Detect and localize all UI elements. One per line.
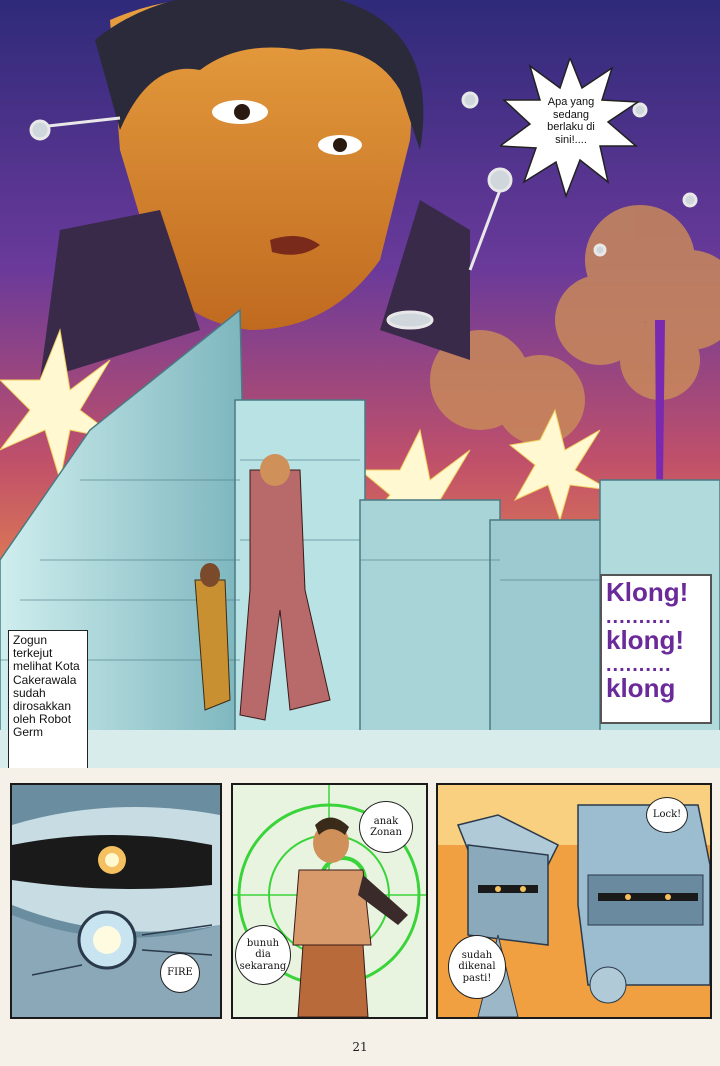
sfx-dots-2: ..........	[606, 653, 672, 676]
panel-targeted-hero	[231, 783, 428, 1019]
robot-right	[578, 805, 710, 1003]
speech-bubble-what-happening: Apa yang sedang berlaku di sini!....	[547, 96, 595, 146]
panel-robot-closeup	[10, 783, 222, 1019]
speech-bubble-lock: Lock!	[646, 797, 688, 833]
speech-bubble-identified: sudah dikenal pasti!	[448, 935, 506, 999]
sfx-dots-1: ..........	[606, 605, 672, 628]
panel-two-robots	[436, 783, 712, 1019]
sfx-line-3: klong	[606, 672, 676, 703]
narration-caption: Zogun terkejut melihat Kota Cakerawala sudah dirosakkan oleh Robot Germ	[8, 630, 88, 768]
speech-bubble-zonan-son: anak Zonan	[359, 801, 413, 853]
sfx-line-1: Klong!	[606, 577, 689, 607]
speech-bubble-fire: FIRE	[160, 953, 200, 993]
speech-bubble-kill-him: bunuh dia sekarang	[235, 925, 291, 985]
sound-effect-box	[600, 574, 712, 724]
page-number: 21	[352, 1040, 368, 1054]
sfx-line-2: klong!	[606, 624, 684, 655]
